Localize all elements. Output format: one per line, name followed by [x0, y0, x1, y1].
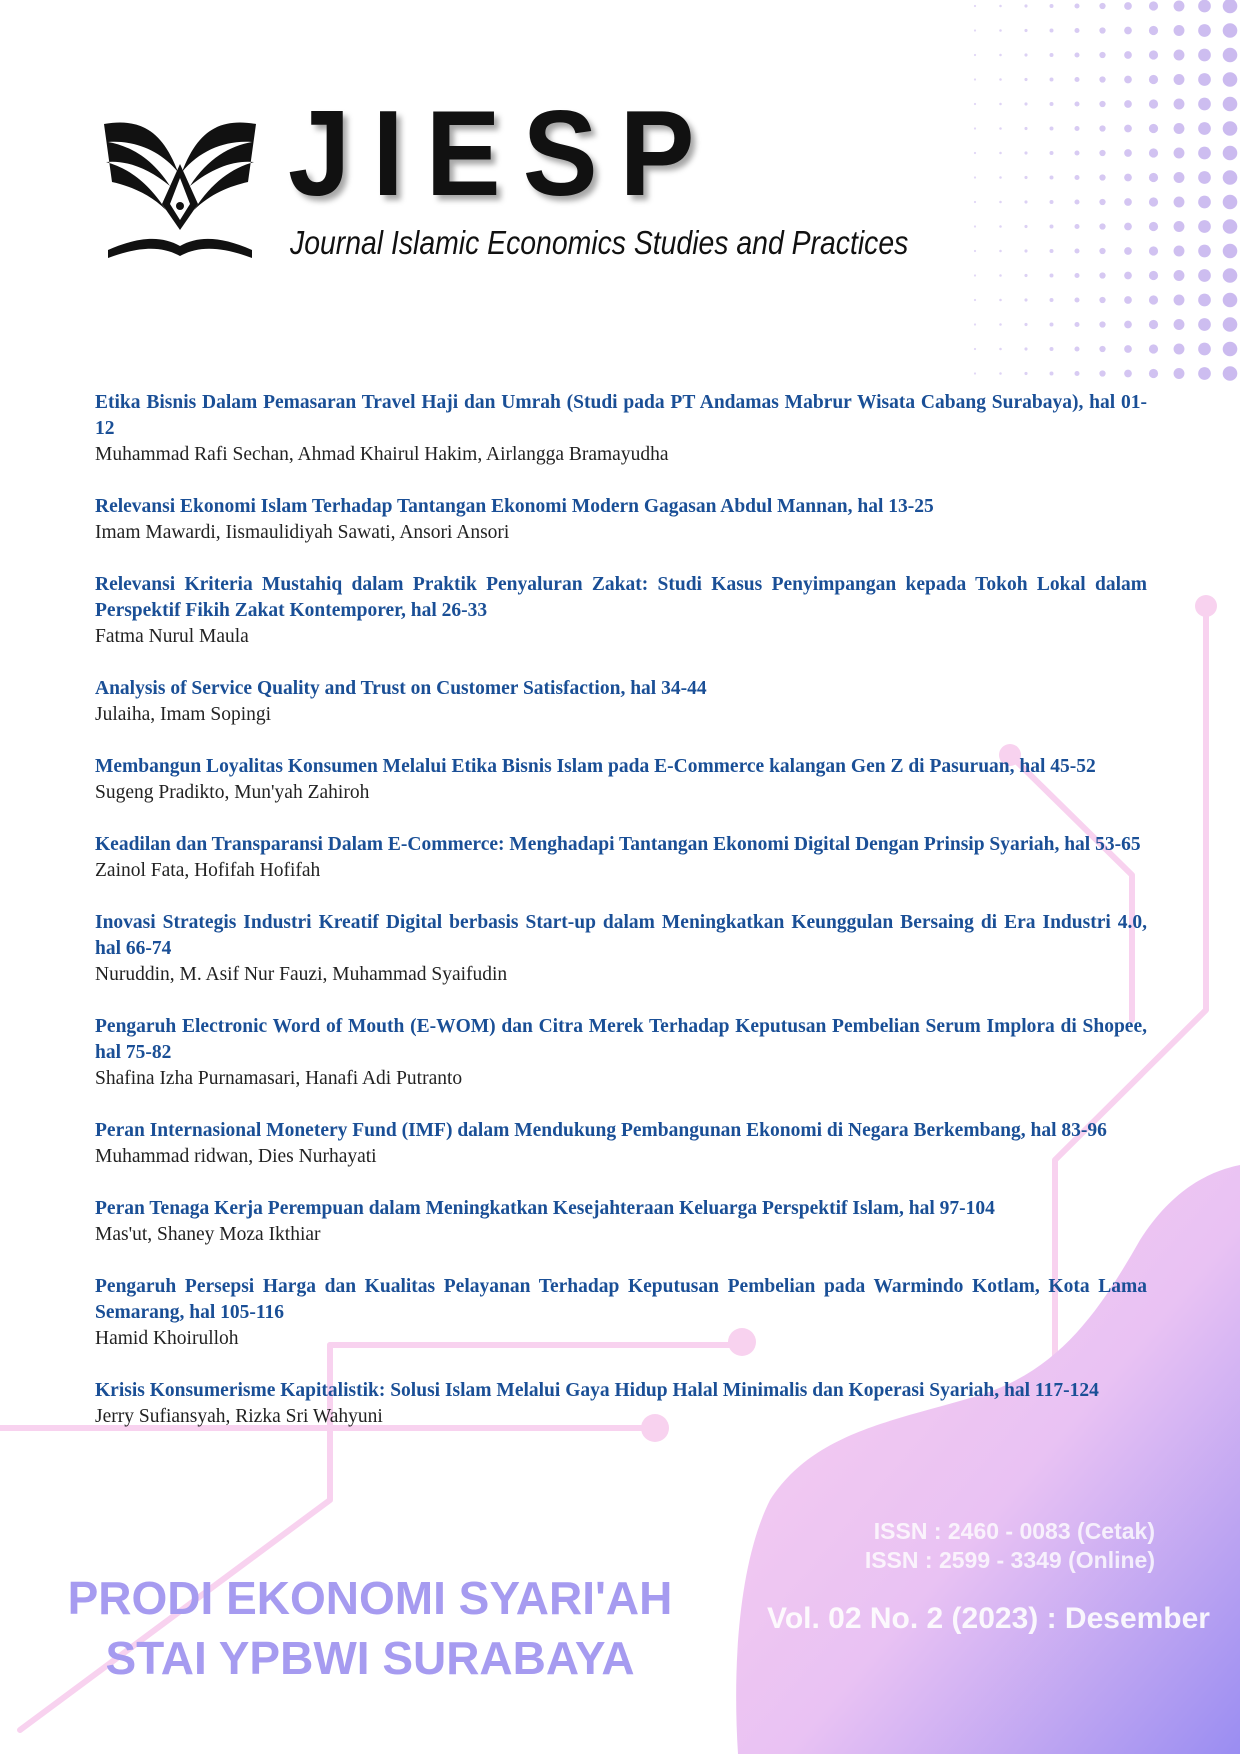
article-authors: Nuruddin, M. Asif Nur Fauzi, Muhammad Syaifudin	[95, 964, 508, 985]
article-entry	[95, 676, 1147, 728]
article-title[interactable]: Keadilan dan Transparansi Dalam E-Commerce: Menghadapi Tantangan Ekonomi Digital Dengan Prinsip Syariah, hal 53-65	[95, 834, 1141, 855]
issn-block	[865, 1517, 1155, 1575]
article-entry	[95, 390, 1147, 468]
journal-full-name: Journal Islamic Economics Studies and Practices	[290, 224, 909, 261]
article-authors: Sugeng Pradikto, Mun'yah Zahiroh	[95, 782, 370, 803]
article-title[interactable]: Peran Internasional Monetery Fund (IMF) dalam Mendukung Pembangunan Ekonomi di Negara Berkembang, hal 83-96	[95, 1120, 1107, 1141]
volume-issue: Vol. 02 No. 2 (2023) : Desember	[767, 1602, 1210, 1635]
article-entry	[95, 832, 1147, 884]
article-title[interactable]: Etika Bisnis Dalam Pemasaran Travel Haji dan Umrah (Studi pada PT Andamas Mabrur Wisata Cabang Surabaya), hal 01-12	[95, 392, 1147, 439]
article-title[interactable]: Inovasi Strategis Industri Kreatif Digital berbasis Start-up dalam Meningkatkan Keunggulan Bersaing di Era Industri 4.0, hal 66-74	[95, 912, 1147, 959]
dot-pattern	[974, 0, 1237, 381]
publisher-program: PRODI EKONOMI SYARI'AH	[67, 1572, 673, 1624]
article-authors: Muhammad ridwan, Dies Nurhayati	[95, 1146, 377, 1167]
journal-acronym: JIESP	[288, 85, 717, 221]
article-title[interactable]: Pengaruh Persepsi Harga dan Kualitas Pelayanan Terhadap Keputusan Pembelian pada Warmindo Kotlam, Kota Lama Semarang, hal 105-116	[95, 1276, 1147, 1323]
issn-print: ISSN : 2460 - 0083 (Cetak)	[873, 1518, 1155, 1544]
article-entry	[95, 494, 1147, 546]
article-entry	[95, 754, 1147, 806]
article-entry	[95, 1196, 1147, 1248]
article-entry	[95, 1118, 1147, 1170]
article-entry	[95, 910, 1147, 988]
article-title[interactable]: Peran Tenaga Kerja Perempuan dalam Meningkatkan Kesejahteraan Keluarga Perspektif Islam, hal 97-104	[95, 1198, 995, 1219]
article-entry	[95, 1014, 1147, 1092]
article-entry	[95, 1274, 1147, 1352]
journal-logo-icon	[100, 112, 260, 262]
article-entry	[95, 1378, 1147, 1430]
article-authors: Hamid Khoirulloh	[95, 1328, 239, 1349]
article-authors: Shafina Izha Purnamasari, Hanafi Adi Putranto	[95, 1068, 463, 1089]
article-authors: Zainol Fata, Hofifah Hofifah	[95, 860, 321, 881]
article-title[interactable]: Relevansi Ekonomi Islam Terhadap Tantangan Ekonomi Modern Gagasan Abdul Mannan, hal 13-25	[95, 496, 934, 517]
publisher-institution: STAI YPBWI SURABAYA	[105, 1632, 635, 1684]
article-authors: Julaiha, Imam Sopingi	[95, 704, 272, 725]
publisher-block	[0, 1568, 740, 1688]
article-authors: Mas'ut, Shaney Moza Ikthiar	[95, 1224, 321, 1245]
article-authors: Muhammad Rafi Sechan, Ahmad Khairul Hakim, Airlangga Bramayudha	[95, 444, 669, 465]
article-title[interactable]: Relevansi Kriteria Mustahiq dalam Praktik Penyaluran Zakat: Studi Kasus Penyimpangan kepada Tokoh Lokal dalam Perspektif Fikih Zakat Kontemporer, hal 26-33	[95, 574, 1147, 621]
article-authors: Fatma Nurul Maula	[95, 626, 249, 647]
table-of-contents	[95, 390, 1147, 1456]
article-title[interactable]: Pengaruh Electronic Word of Mouth (E-WOM) dan Citra Merek Terhadap Keputusan Pembelian Serum Implora di Shopee, hal 75-82	[95, 1016, 1147, 1063]
issn-online: ISSN : 2599 - 3349 (Online)	[864, 1547, 1155, 1573]
article-authors: Jerry Sufiansyah, Rizka Sri Wahyuni	[95, 1406, 383, 1427]
article-entry	[95, 572, 1147, 650]
article-title[interactable]: Krisis Konsumerisme Kapitalistik: Solusi Islam Melalui Gaya Hidup Halal Minimalis dan Koperasi Syariah, hal 117-124	[95, 1380, 1099, 1401]
article-title[interactable]: Analysis of Service Quality and Trust on Customer Satisfaction, hal 34-44	[95, 678, 707, 699]
article-authors: Imam Mawardi, Iismaulidiyah Sawati, Ansori Ansori	[95, 522, 510, 543]
article-title[interactable]: Membangun Loyalitas Konsumen Melalui Etika Bisnis Islam pada E-Commerce kalangan Gen Z di Pasuruan, hal 45-52	[95, 756, 1096, 777]
